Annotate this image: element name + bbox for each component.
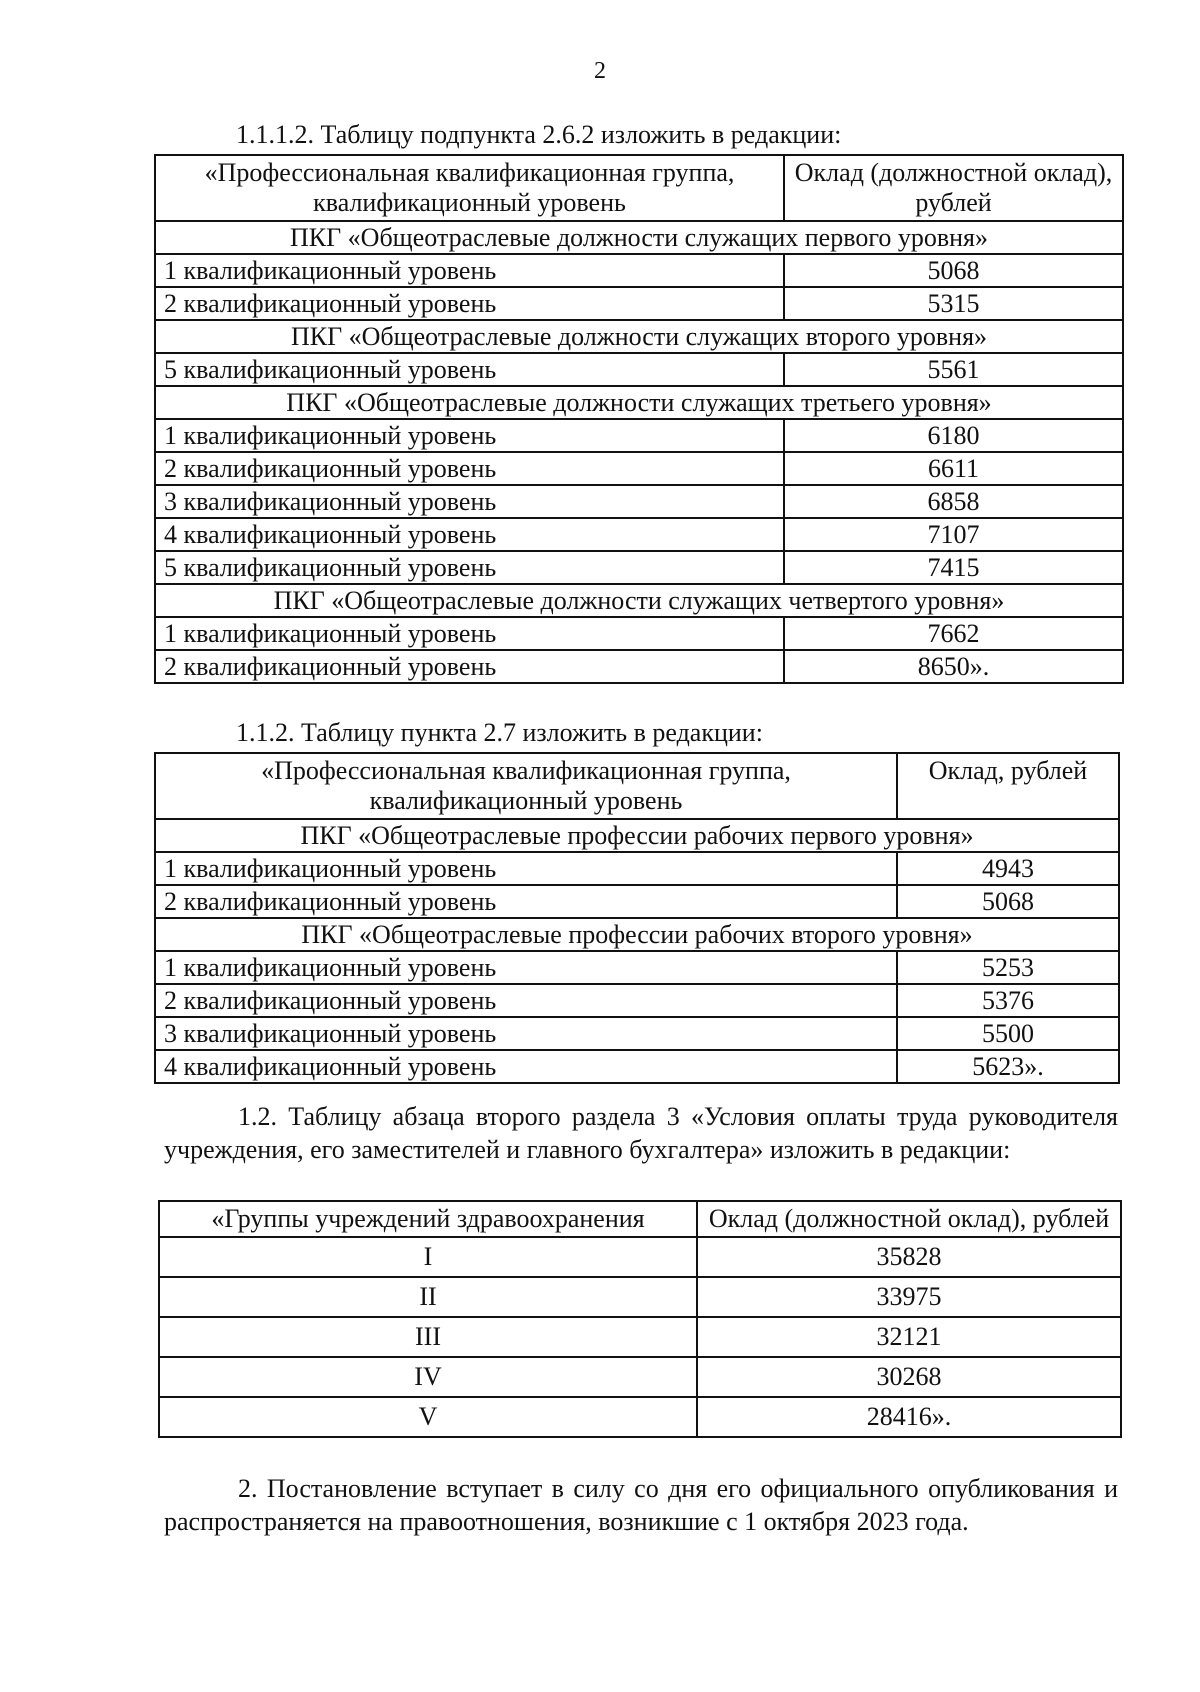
header-cell-salary: Оклад, рублей bbox=[897, 753, 1119, 819]
table-header-row bbox=[155, 155, 1123, 221]
header-cell-salary: Оклад (должностной оклад), рублей bbox=[697, 1201, 1121, 1237]
level-cell: 2 квалификационный уровень bbox=[155, 452, 784, 485]
salary-cell: 28416». bbox=[697, 1397, 1121, 1437]
salary-cell: 8650». bbox=[784, 650, 1123, 683]
salary-cell: 6611 bbox=[784, 452, 1123, 485]
salary-cell: 32121 bbox=[697, 1317, 1121, 1357]
salary-cell: 5561 bbox=[784, 353, 1123, 386]
level-cell: 3 квалификационный уровень bbox=[155, 485, 784, 518]
group-title-row bbox=[155, 918, 1119, 951]
table-row bbox=[159, 1357, 1121, 1397]
group-cell: II bbox=[159, 1277, 697, 1317]
level-cell: 5 квалификационный уровень bbox=[155, 551, 784, 584]
header-cell-salary: Оклад (должностной оклад), рублей bbox=[784, 155, 1123, 221]
group-title: ПКГ «Общеотраслевые должности служащих первого уровня» bbox=[155, 221, 1123, 254]
table-row bbox=[155, 984, 1119, 1017]
group-cell: III bbox=[159, 1317, 697, 1357]
salary-cell: 5623». bbox=[897, 1050, 1119, 1083]
salary-cell: 5068 bbox=[784, 254, 1123, 287]
group-title: ПКГ «Общеотраслевые профессии рабочих первого уровня» bbox=[155, 819, 1119, 852]
header-cell-institution-group: «Группы учреждений здравоохранения bbox=[159, 1201, 697, 1237]
table-row bbox=[155, 650, 1123, 683]
group-title: ПКГ «Общеотраслевые должности служащих второго уровня» bbox=[155, 320, 1123, 353]
table-row bbox=[155, 452, 1123, 485]
group-title-row bbox=[155, 386, 1123, 419]
table-row bbox=[155, 353, 1123, 386]
section-3-paragraph: 1.2. Таблицу абзаца второго раздела 3 «Условия оплаты труда руководителя учреждения, его заместителей и главного бухгалтера» изложить в редакции: bbox=[164, 1102, 1118, 1164]
closing-paragraph: 2. Постановление вступает в силу со дня его официального опубликования и распространяется на правоотношения, возникшие с 1 октября 2023 года. bbox=[164, 1474, 1118, 1536]
table-row bbox=[155, 951, 1119, 984]
level-cell: 1 квалификационный уровень bbox=[155, 419, 784, 452]
section-2-heading: 1.1.2. Таблицу пункта 2.7 изложить в редакции: bbox=[236, 718, 763, 747]
salary-cell: 4943 bbox=[897, 852, 1119, 885]
table-row bbox=[155, 1050, 1119, 1083]
salary-cell: 35828 bbox=[697, 1237, 1121, 1277]
group-cell: V bbox=[159, 1397, 697, 1437]
table-row bbox=[155, 551, 1123, 584]
level-cell: 4 квалификационный уровень bbox=[155, 518, 784, 551]
salary-cell: 6858 bbox=[784, 485, 1123, 518]
salary-cell: 5068 bbox=[897, 885, 1119, 918]
table-row bbox=[155, 485, 1123, 518]
group-title-row bbox=[155, 584, 1123, 617]
table-row bbox=[155, 885, 1119, 918]
salary-cell: 30268 bbox=[697, 1357, 1121, 1397]
table-row bbox=[155, 1017, 1119, 1050]
header-cell-group-level: «Профессиональная квалификационная группа, квалификационный уровень bbox=[155, 753, 897, 819]
table-row bbox=[159, 1317, 1121, 1357]
salary-cell: 7415 bbox=[784, 551, 1123, 584]
salary-cell: 5315 bbox=[784, 287, 1123, 320]
table-row bbox=[155, 254, 1123, 287]
page-number: 2 bbox=[594, 58, 606, 84]
level-cell: 2 квалификационный уровень bbox=[155, 287, 784, 320]
level-cell: 2 квалификационный уровень bbox=[155, 885, 897, 918]
level-cell: 1 квалификационный уровень bbox=[155, 951, 897, 984]
group-title: ПКГ «Общеотраслевые профессии рабочих второго уровня» bbox=[155, 918, 1119, 951]
level-cell: 1 квалификационный уровень bbox=[155, 852, 897, 885]
salary-cell: 7662 bbox=[784, 617, 1123, 650]
table-row bbox=[155, 518, 1123, 551]
salary-cell: 5376 bbox=[897, 984, 1119, 1017]
level-cell: 2 квалификационный уровень bbox=[155, 984, 897, 1017]
salary-cell: 7107 bbox=[784, 518, 1123, 551]
group-title: ПКГ «Общеотраслевые должности служащих третьего уровня» bbox=[155, 386, 1123, 419]
group-title: ПКГ «Общеотраслевые должности служащих четвертого уровня» bbox=[155, 584, 1123, 617]
table-row bbox=[155, 852, 1119, 885]
table-worker-salaries bbox=[154, 752, 1120, 1084]
group-cell: IV bbox=[159, 1357, 697, 1397]
level-cell: 2 квалификационный уровень bbox=[155, 650, 784, 683]
table-header-row bbox=[155, 753, 1119, 819]
table-healthcare-groups bbox=[158, 1200, 1122, 1438]
table-row bbox=[159, 1237, 1121, 1277]
salary-cell: 33975 bbox=[697, 1277, 1121, 1317]
table-row bbox=[155, 419, 1123, 452]
group-title-row bbox=[155, 320, 1123, 353]
section-1-heading: 1.1.1.2. Таблицу подпункта 2.6.2 изложить в редакции: bbox=[236, 120, 842, 149]
salary-cell: 5500 bbox=[897, 1017, 1119, 1050]
salary-cell: 6180 bbox=[784, 419, 1123, 452]
table-row bbox=[159, 1277, 1121, 1317]
group-title-row bbox=[155, 819, 1119, 852]
table-employee-salaries bbox=[154, 154, 1124, 684]
table-header-row bbox=[159, 1201, 1121, 1237]
table-row bbox=[159, 1397, 1121, 1437]
level-cell: 1 квалификационный уровень bbox=[155, 254, 784, 287]
group-title-row bbox=[155, 221, 1123, 254]
salary-cell: 5253 bbox=[897, 951, 1119, 984]
table-row bbox=[155, 617, 1123, 650]
header-cell-group-level: «Профессиональная квалификационная группа, квалификационный уровень bbox=[155, 155, 784, 221]
group-cell: I bbox=[159, 1237, 697, 1277]
table-row bbox=[155, 287, 1123, 320]
level-cell: 5 квалификационный уровень bbox=[155, 353, 784, 386]
level-cell: 1 квалификационный уровень bbox=[155, 617, 784, 650]
level-cell: 3 квалификационный уровень bbox=[155, 1017, 897, 1050]
level-cell: 4 квалификационный уровень bbox=[155, 1050, 897, 1083]
